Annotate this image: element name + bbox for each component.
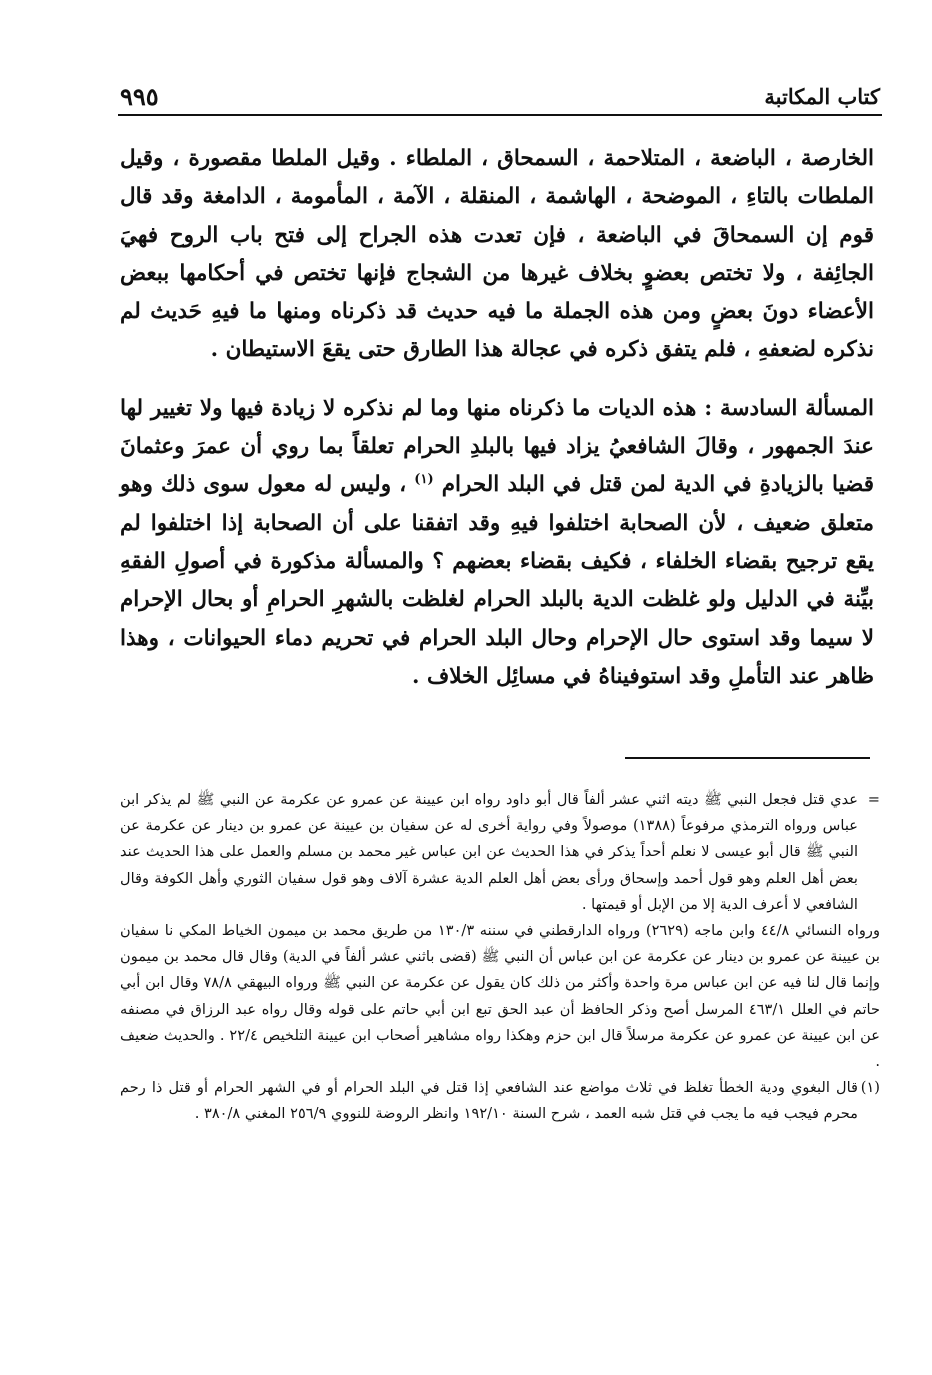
main-text	[120, 140, 874, 696]
footnotes	[120, 787, 880, 1128]
header-rule	[118, 114, 882, 116]
page-number: ٩٩٥	[120, 82, 159, 111]
footnote-separator	[625, 757, 870, 759]
footnote-continuation	[120, 787, 880, 918]
footnote-1-text: قال البغوي ودية الخطأ تغلظ في ثلاث مواضع عند الشافعي إذا قتل في البلد الحرام أو في الشهر الحرام أو قتل ذا رحم محرم فيجب فيه ما يجب في قتل شبه العمد ، شرح السنة ١٩٢/١٠ وانظر الروضة للنووي ٢٥٦/٩ المغني ٣٨٠/٨ .	[120, 1079, 858, 1123]
paragraph-2	[120, 390, 874, 696]
running-title: كتاب المكاتبة	[764, 84, 880, 109]
footnote-1	[120, 1075, 880, 1127]
footnote-continuation-text: عدي قتل فجعل النبي ﷺ ديته اثني عشر ألفاً قال أبو داود رواه ابن عيينة عن عمرو عن عكرمة عن النبي ﷺ لم يذكر ابن عباس ورواه الترمذي مرفوعاً (١٣٨٨) موصولاً وفي رواية أخرى له عن سفيان بن عيينة عن عمرو بن دينار عن عكرمة عن النبي ﷺ قال أبو عيسى لا نعلم أحداً يذكر في هذا الحديث عن ابن عباس غير محمد بن مسلم والعمل على هذا الحديث عند بعض أهل العلم وهو قول أحمد وإسحاق ورأى بعض أهل العلم الدية عشرة آلاف وهو قول سفيان الثوري وأهل الكوفة وقال الشافعي لا أعرف الدية إلا من الإبل أو قيمتها .	[120, 791, 858, 913]
footnote-continuation-2: ورواه النسائي ٤٤/٨ وابن ماجه (٢٦٢٩) ورواه الدارقطني في سننه ١٣٠/٣ من طريق محمد بن ميمون الخياط المكي نا سفيان بن عيينة عن عمرو بن دينار عن عكرمة عن ابن عباس أن النبي ﷺ (قضى باثني عشر ألفاً في الدية) وقال قال محمد بن ميمون وإنما قال لنا فيه عن ابن عباس مرة واحدة وأكثر من ذلك كان يقول عن عكرمة عن النبي ﷺ ورواه البيهقي ٧٨/٨ وقال ابن أبي حاتم في العلل ٤٦٣/١ المرسل أصح وذكر الحافظ أن عبد الحق تبع ابن أبي حاتم على قوله وقال رواه عبد الرزاق في مصنفه عن ابن عيينة عن عمرو عن عكرمة مرسلاً قال ابن حزم وهكذا رواه مشاهير أصحاب ابن عيينة التلخيص ٢٢/٤ . والحديث ضعيف .	[120, 922, 881, 1071]
paragraph-2-text-a: هذه الديات ما ذكرناه منها وما لم نذكره لا زيادة فيها ولا تغيير لها عندَ الجمهور ، وقالَ الشافعيُ يزاد فيها بالبلدِ الحرام تعلقاً بما روي أن عمرَ وعثمانَ قضيا بالزيادةِ في الدية لمن قتل في البلد الحرام	[120, 395, 874, 498]
footnote-1-number: (١)	[860, 1079, 880, 1097]
continuation-marker: =	[867, 791, 880, 808]
page-header	[120, 84, 880, 112]
issue-heading: المسألة السادسة :	[704, 395, 874, 421]
paragraph-2-text-b: ، وليس له معول سوى ذلك وهو متعلق ضعيف ، لأن الصحابة اختلفوا فيهِ وقد اتفقنا على أن الصحابة إذا اختلفوا لم يقع ترجيح بقضاء الخلفاء ، فكيف بقضاء بعضهم ؟ والمسألة مذكورة في أصولِ الفقهِ بيِّنة في الدليل ولو غلظت الدية بالبلد الحرام لغلظت بالشهرِ الحرامِ أو بحال الإحرام لا سيما وقد استوى حال الإحرام وحال البلد الحرام في تحريم دماء الحيوانات ، وهذا ظاهر عند التأملِ وقد استوفيناهُ في مسائِل الخلاف .	[120, 472, 874, 689]
footnote-reference[interactable]: (١)	[414, 472, 434, 488]
paragraph-1: الخارصة ، الباضعة ، المتلاحمة ، السمحاق ، الملطاء . وقيل الملطا مقصورة ، وقيل الملطات بالتاءِ ، الموضحة ، الهاشمة ، المنقلة ، الآمة ، المأمومة ، الدامغة وقد قال قوم إن السمحاقَ في الباضعة ، فإن تعدت هذه الجراح إلى فتح باب الروح فهيَ الجائِفة ، ولا تختص بعضوٍ بخلاف غيرها من الشجاج فإنها تختص في أحكامها ببعض الأعضاء دونَ بعضٍ ومن هذه الجملة ما فيه حديث قد ذكرناه ومنها ما فيهِ حَديث لم نذكره لضعفهِ ، فلم يتفق ذكره في عجالة هذا الطارق حتى يقعَ الاستيطان .	[120, 146, 874, 363]
